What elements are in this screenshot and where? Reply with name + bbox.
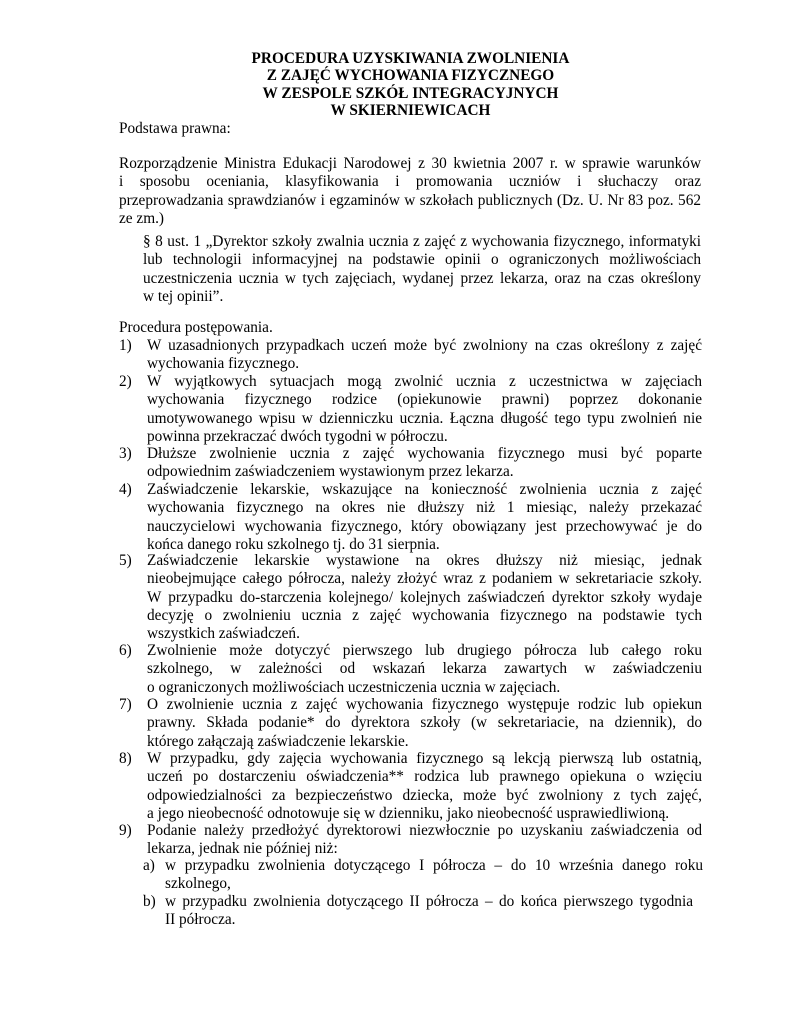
item-number: 5) [119,552,132,569]
item-line: o ograniczonych możliwościach uczestniczenia ucznia w zajęciach. [147,678,561,696]
item-text [147,445,702,482]
item-line: wychowania fizycznego rodzice (opiekunowie prawni) poprzez dokonanie [147,391,702,409]
item-line: prawny. Składa podanie* do dyrektora szkoły (w sekretariacie, na dziennik), do [147,714,702,732]
item-line: wychowania fizycznego na okres nie dłuższy niż 1 miesiąc, należy przekazać [147,499,702,517]
item-line: umotywowanego wpisu w dzienniczku ucznia. Łączna długość tego typu zwolnień nie [147,409,702,427]
item-line: Zaświadczenie lekarskie, wskazujące na konieczność zwolnienia ucznia z zajęć [147,481,702,498]
sub-item-letter: b) [143,893,156,910]
regulation-quote [143,233,701,306]
item-line: W przypadku, gdy zajęcia wychowania fizycznego są lekcją pierwszą lub ostatnią, [147,750,702,767]
item-line: odpowiednim zaświadczeniem wystawionym przez lekarza. [147,463,514,481]
item-number: 3) [119,445,132,462]
item-text [147,642,702,697]
item-line: W przypadku do-starczenia kolejnego/ kolejnych zaświadczeń dyrektor szkoły wydaje [147,588,702,606]
item-line: szkolnego, w zależności od wskazań lekarza zawartych w zaświadczeniu [147,660,702,678]
quote-line: lub technologii informacyjnej na podstawie opinii o ograniczonych możliwościach [143,251,701,269]
sub-item-line: II półrocza. [165,911,236,929]
sub-item-line: w przypadku zwolnienia dotyczącego II półrocza – do końca pierwszego tygodnia [165,893,693,910]
regulation-line: ze zm.) [119,209,165,227]
regulation-line: Rozporządzenie Ministra Edukacji Narodowej z 30 kwietnia 2007 r. w sprawie warunków [119,155,701,172]
item-line: Zaświadczenie lekarskie wystawione na okres dłuższy niż miesiąc, jednak [147,552,702,569]
item-line: Podanie należy przedłożyć dyrektorowi niezwłocznie po uzyskaniu zaświadczenia od [147,822,702,839]
item-line: O zwolnienie ucznia z zajęć wychowania fizycznego występuje rodzic lub opiekun [147,696,702,713]
item-number: 4) [119,481,132,498]
item-text [147,552,702,643]
item-text [147,822,702,859]
title-line: PROCEDURA UZYSKIWANIA ZWOLNIENIA [251,50,570,67]
item-number: 7) [119,696,132,713]
item-number: 1) [119,337,132,354]
regulation-line: przeprowadzania sprawdzianów i egzaminów w szkołach publicznych (Dz. U. Nr 83 poz. 562 [119,191,701,209]
item-number: 2) [119,373,132,390]
item-line: uczeń po dostarczeniu oświadczenia** rodzica lub prawnego opiekuna o wzięciu [147,768,702,786]
title-line: W SKIERNIEWICACH [330,102,491,120]
title-line: Z ZAJĘĆ WYCHOWANIA FIZYCZNEGO [266,67,555,85]
quote-line: uczestniczenia ucznia w tych zajęciach, wydanej przez lekarza, oraz na czas określony [143,269,701,287]
item-line: końca danego roku szkolnego tj. do 31 sierpnia. [147,535,440,553]
sub-item-letter: a) [143,857,155,874]
item-line: W wyjątkowych sytuacjach mogą zwolnić ucznia z uczestnictwa w zajęciach [147,373,702,390]
procedure-label: Procedura postępowania. [119,319,273,336]
item-text [147,750,702,823]
quote-line: w tej opinii”. [143,287,224,305]
legal-basis-label: Podstawa prawna: [119,120,231,137]
item-number: 6) [119,642,132,659]
item-number: 8) [119,750,132,767]
regulation-line: i sposobu oceniania, klasyfikowania i promowania uczniów i słuchaczy oraz [119,173,701,191]
item-text [147,337,702,374]
item-line: decyzję o zwolnieniu ucznia z zajęć wychowania fizycznego na podstawie tych [147,606,702,624]
item-text [147,481,702,554]
sub-item-line: szkolnego, [165,875,231,893]
item-line: nieobejmujące całego półrocza, należy złożyć wraz z podaniem w sekretariacie szkoły. [147,570,702,588]
item-line: powinna przekraczać dwóch tygodni w półroczu. [147,427,448,445]
sub-item-text [165,893,693,930]
regulation-paragraph [119,155,701,228]
item-text [147,373,702,446]
sub-item-line: w przypadku zwolnienia dotyczącego I półrocza – do 10 września danego roku [165,857,703,874]
quote-line: § 8 ust. 1 „Dyrektor szkoły zwalnia ucznia z zajęć z wychowania fizycznego, informatyki [143,233,701,250]
item-line: a jego nieobecność odnotowuje się w dzienniku, jako nieobecność usprawiedliwioną. [147,804,670,822]
item-line: wszystkich zaświadczeń. [147,625,300,643]
item-line: wychowania fizycznego. [147,355,300,373]
item-text [147,696,702,751]
item-line: Zwolnienie może dotyczyć pierwszego lub drugiego półrocza lub całego roku [147,642,702,659]
item-number: 9) [119,822,132,839]
sub-item-text [165,857,703,894]
item-line: lekarza, jednak nie później niż: [147,840,338,858]
item-line: którego załączają zaświadczenie lekarskie. [147,732,409,750]
item-line: nauczycielowi wychowania fizycznego, który obowiązany jest przechowywać je do [147,517,702,535]
item-line: W uzasadnionych przypadkach uczeń może być zwolniony na czas określony z zajęć [147,337,702,354]
title-line: W ZESPOLE SZKÓŁ INTEGRACYJNYCH [262,84,559,102]
item-line: odpowiedzialności za bezpieczeństwo dziecka, może być zwolniony z tych zajęć, [147,786,702,804]
document-title [120,50,701,120]
item-line: Dłuższe zwolnienie ucznia z zajęć wychowania fizycznego musi być poparte [147,445,702,462]
